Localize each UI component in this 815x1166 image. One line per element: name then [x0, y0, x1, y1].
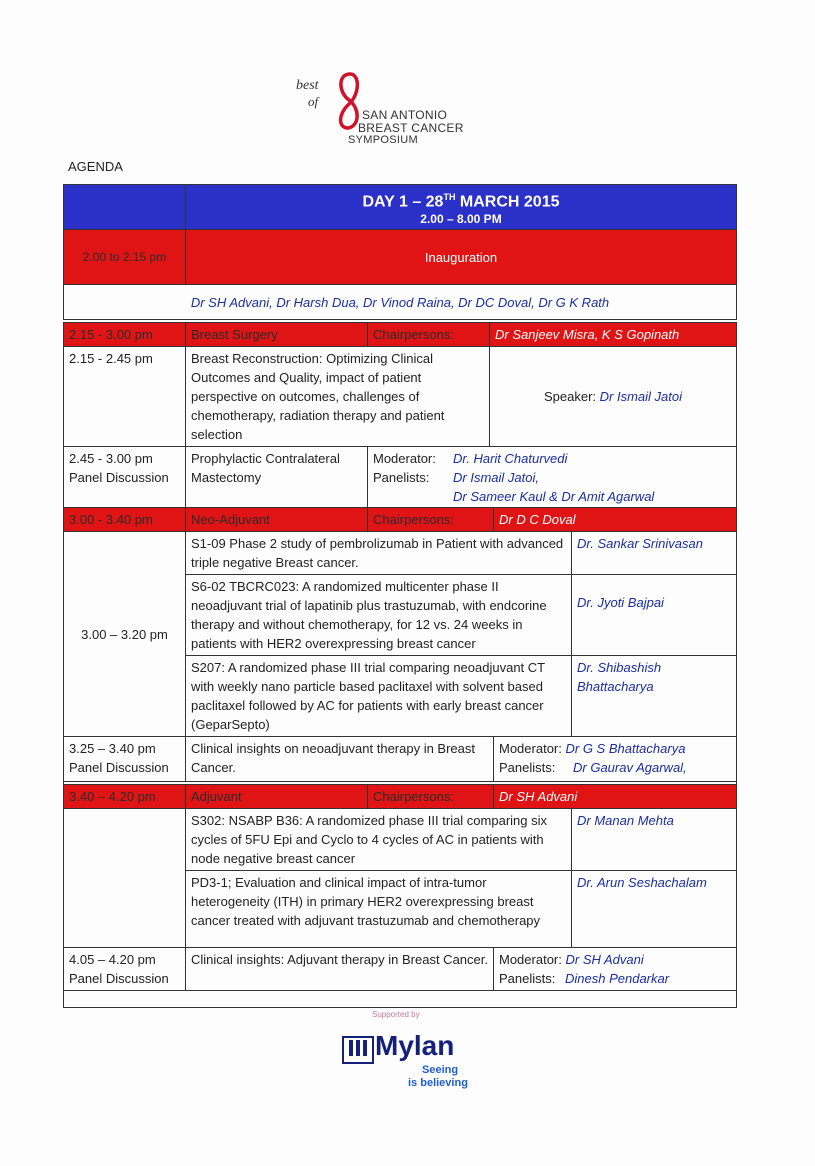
panel-people: Moderator: Dr G S Bhattacharya Panelists: Dr Gaurav Agarwal, [494, 737, 737, 782]
talk-speaker: Dr. Jyoti Bajpai [572, 575, 737, 656]
sabcs-logo [296, 70, 466, 150]
talk-speaker: Speaker: Dr Ismail Jatoi [490, 347, 737, 447]
session-topic: Adjuvant [186, 785, 368, 809]
panel-topic: Clinical insights on neoadjuvant therapy in Breast Cancer. [186, 737, 494, 782]
talk-title: S1-09 Phase 2 study of pembrolizumab in Patient with advanced triple negative Breast cancer. [186, 532, 572, 575]
agenda-label: AGENDA [68, 159, 123, 174]
inauguration-label: Inauguration [186, 230, 737, 285]
day-time: 2.00 – 8.00 PM [420, 212, 502, 227]
chairpersons: Dr Sanjeev Misra, K S Gopinath [490, 323, 737, 347]
panel-time: 3.25 – 3.40 pm Panel Discussion [64, 737, 186, 782]
day-header-row [64, 185, 737, 230]
chairpersons: Dr D C Doval [494, 508, 737, 532]
talk-time: 2.15 - 2.45 pm [64, 347, 186, 447]
talk-speaker: Dr Manan Mehta [572, 809, 737, 871]
panel-people: Moderator: Dr SH Advani Panelists: Dinesh Pendarkar [494, 948, 737, 991]
logo-line3: SYMPOSIUM [348, 134, 418, 146]
chair-label: Chairpersons: [368, 785, 494, 809]
logo-line1: SAN ANTONIO [362, 108, 448, 122]
talk-row [64, 347, 737, 447]
panel-time: 4.05 – 4.20 pm Panel Discussion [64, 948, 186, 991]
supported-by: Supported by [372, 1010, 420, 1019]
panel-row [64, 447, 737, 509]
day-header-table [63, 184, 737, 320]
chair-label: Chairpersons: [368, 508, 494, 532]
session-time: 3.40 – 4.20 pm [64, 785, 186, 809]
inauguration-names-row [64, 285, 737, 320]
talk-title: S6-02 TBCRC023: A randomized multicenter phase II neoadjuvant trial of lapatinib plus trastuzumab, with endcorine therapy and without chemotherapy, for 12 vs. 24 weeks in patients with HER2 overexpressing breast cancer [186, 575, 572, 656]
panel-time: 2.45 - 3.00 pm Panel Discussion [64, 447, 186, 509]
session-header [64, 323, 737, 347]
session-neo-adjuvant [63, 507, 737, 799]
session-topic: Neo-Adjuvant [186, 508, 368, 532]
talk-title: Breast Reconstruction: Optimizing Clinical Outcomes and Quality, impact of patient perspective on outcomes, challenges of chemotherapy, radiation therapy and patient selection [186, 347, 490, 447]
mylan-name: Mylan [375, 1030, 455, 1061]
talk-speaker: Dr. Arun Seshachalam [572, 871, 737, 948]
panel-row [64, 737, 737, 782]
session-topic: Breast Surgery [186, 323, 368, 347]
logo-line2: BREAST CANCER [358, 121, 464, 135]
panel-row [64, 948, 737, 991]
session-time: 2.15 - 3.00 pm [64, 323, 186, 347]
panel-people: Moderator: Dr. Harit Chaturvedi Panelists: Dr Ismail Jatoi, Dr Sameer Kaul & Dr Amit Agarwal [368, 447, 737, 509]
inauguration-time: 2.00 to 2.15 pm [64, 230, 186, 285]
mylan-tagline-1: Seeing [422, 1064, 459, 1076]
mylan-logo [342, 1030, 502, 1090]
talk-title: S207: A randomized phase III trial comparing neoadjuvant CT with weekly nano particle based paclitaxel with solvent based paclitaxel followed by AC for patients with early breast cancer (GeparSepto) [186, 656, 572, 737]
session-time: 3.00 - 3.40 pm [64, 508, 186, 532]
talk-title: PD3-1; Evaluation and clinical impact of intra-tumor heterogeneity (ITH) in primary HER2 overexpressing breast cancer treated with adjuvant trastuzumab and chemotherapy [186, 871, 572, 948]
talk-speaker: Dr. Shibashish Bhattacharya [572, 656, 737, 737]
block-time: 3.00 – 3.20 pm [64, 532, 186, 737]
talk-speaker: Dr. Sankar Srinivasan [572, 532, 737, 575]
session-breast-surgery [63, 322, 737, 526]
talk-title: S302: NSABP B36: A randomized phase III trial comparing six cycles of 5FU Epi and Cyclo to 4 cycles of AC in patients with node negative breast cancer [186, 809, 572, 871]
inauguration-row [64, 230, 737, 285]
separator-row [64, 991, 737, 1008]
talk-row [64, 532, 737, 575]
logo-of: of [308, 94, 319, 109]
panel-topic: Clinical insights: Adjuvant therapy in Breast Cancer. [186, 948, 494, 991]
session-header [64, 508, 737, 532]
logo-best: best [296, 78, 319, 93]
session-header [64, 785, 737, 809]
mylan-tagline-2: is believing [408, 1077, 468, 1089]
talk-row [64, 809, 737, 871]
panel-topic: Prophylactic Contralateral Mastectomy [186, 447, 368, 509]
inauguration-names: Dr SH Advani, Dr Harsh Dua, Dr Vinod Raina, Dr DC Doval, Dr G K Rath [64, 285, 737, 320]
chairpersons: Dr SH Advani [494, 785, 737, 809]
chair-label: Chairpersons: [368, 323, 490, 347]
session-adjuvant [63, 784, 737, 1008]
day-title: DAY 1 – 28TH MARCH 2015 2.00 – 8.00 PM [186, 185, 737, 230]
mylan-icon [342, 1036, 374, 1064]
